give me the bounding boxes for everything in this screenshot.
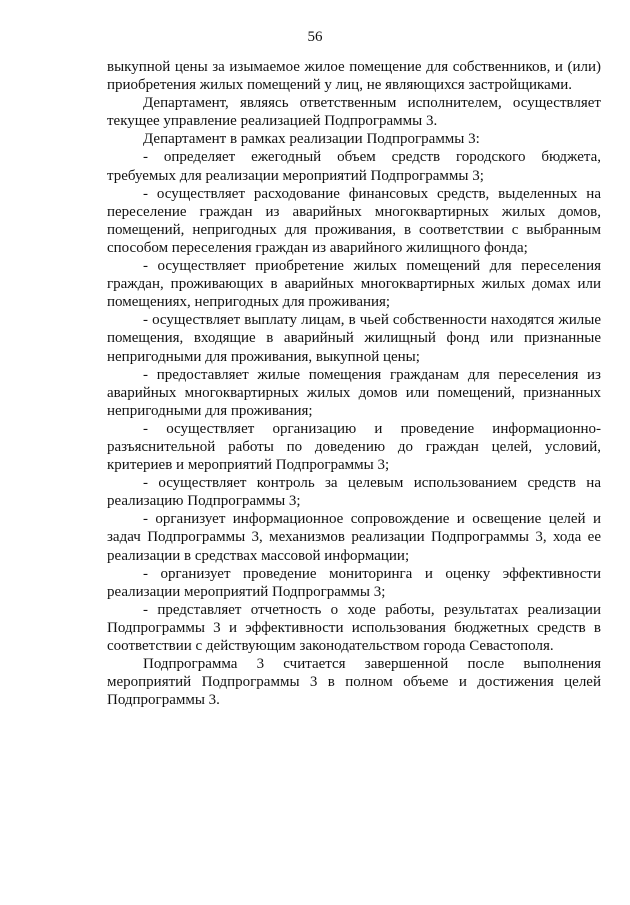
list-item-media-coverage: - организует информационное сопровождение и освещение целей и задач Подпрограммы 3, механизмов реализации Подпрограммы 3, хода ее реализации в средствах массовой информации; xyxy=(107,511,601,564)
list-item-payment: - осуществляет выплату лицам, в чьей собственности находятся жилые помещения, входящие в аварийный жилищный фонд или признанные непригодными для проживания, выкупной цены; xyxy=(107,312,601,365)
list-item-monitoring: - организует проведение мониторинга и оценку эффективности реализации мероприятий Подпрограммы 3; xyxy=(107,565,601,600)
list-item-control: - осуществляет контроль за целевым использованием средств на реализацию Подпрограммы 3; xyxy=(107,475,601,510)
document-body xyxy=(107,58,601,709)
paragraph-continuation: выкупной цены за изымаемое жилое помещение для собственников, и (или) приобретения жилых помещений у лиц, не являющихся застройщиками. xyxy=(107,59,601,94)
list-item-acquisition: - осуществляет приобретение жилых помещений для переселения граждан, проживающих в аварийных многоквартирных жилых домах или помещениях, непригодных для проживания; xyxy=(107,258,601,311)
list-item-budget: - определяет ежегодный объем средств городского бюджета, требуемых для реализации мероприятий Подпрограммы 3; xyxy=(107,149,601,184)
list-item-spending: - осуществляет расходование финансовых средств, выделенных на переселение граждан из аварийных многоквартирных жилых домов, помещений, непригодных для проживания, в соответствии с выбранным способом переселения граждан из аварийного жилищного фонда; xyxy=(107,185,601,256)
page-number: 56 xyxy=(307,29,323,45)
paragraph-responsible-executor: Департамент, являясь ответственным исполнителем, осуществляет текущее управление реализацией Подпрограммы 3. xyxy=(107,95,601,130)
list-item-housing-provision: - предоставляет жилые помещения гражданам для переселения из аварийных многоквартирных жилых домов или помещений, признанных непригодными для проживания; xyxy=(107,366,601,419)
paragraph-completion: Подпрограмма 3 считается завершенной после выполнения мероприятий Подпрограммы 3 в полном объеме и достижения целей Подпрограммы 3. xyxy=(107,656,601,709)
list-item-reporting: - представляет отчетность о ходе работы, результатах реализации Подпрограммы 3 и эффективности использования бюджетных средств в соответствии с действующим законодательством города Севастополя. xyxy=(107,601,601,654)
list-item-information-work: - осуществляет организацию и проведение информационно-разъяснительной работы по доведению до граждан целей, условий, критериев и мероприятий Подпрограммы 3; xyxy=(107,420,601,474)
paragraph-department-intro: Департамент в рамках реализации Подпрограммы 3: xyxy=(143,131,480,148)
